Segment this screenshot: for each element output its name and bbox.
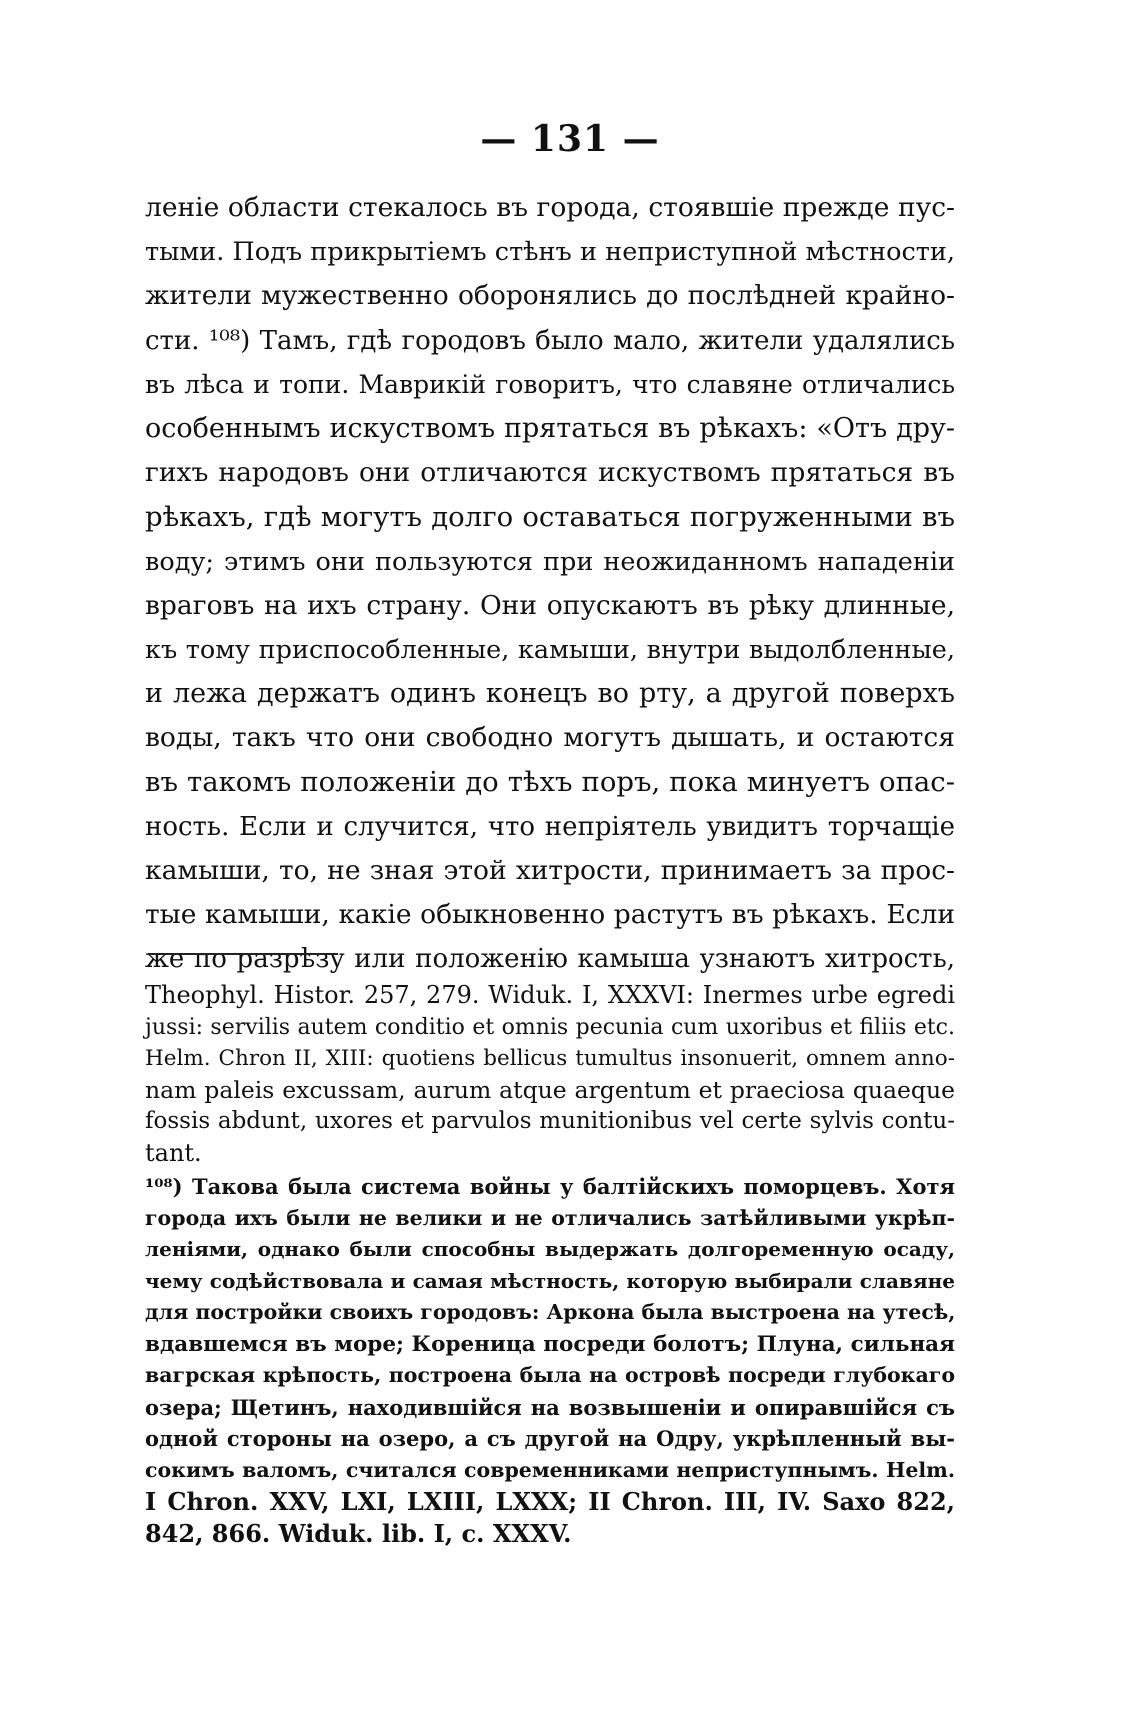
footnote-line: леніями, однако были способны выдержать долгоременную осаду, xyxy=(145,1237,955,1261)
text-line: враговъ на ихъ страну. Они опускаютъ въ рѣку длинные, xyxy=(145,589,955,621)
text-line: же по разрѣзу или положенію камыша узнаютъ хитрость, xyxy=(145,944,955,975)
text-line: особеннымъ искуствомъ прятаться въ рѣкахъ: «Отъ дру- xyxy=(145,412,955,444)
footnote-marker: ¹⁰⁸) xyxy=(145,1174,183,1199)
page-number: — 131 — xyxy=(480,118,660,160)
text-line: камыши, то, не зная этой хитрости, принимаетъ за прос- xyxy=(145,854,955,886)
footnote-line: Theophyl. Histor. 257, 279. Widuk. I, XXXVI: Inermes urbe egredi xyxy=(145,981,955,1009)
text-line: тые камыши, какіе обыкновенно растутъ въ рѣкахъ. Если xyxy=(145,899,955,930)
footnote-line: tant. xyxy=(145,1138,202,1167)
text-line: ность. Если и случится, что непріятель увидитъ торчащіе xyxy=(145,811,955,842)
footnote-line: I Chron. XXV, LXI, LXIII, LXXX; II Chron. III, IV. Saxo 822, xyxy=(145,1487,955,1516)
text-line: и лежа держатъ одинъ конецъ во рту, а другой поверхъ xyxy=(145,678,955,710)
footnote-line: чему содѣйствовала и самая мѣстность, которую выбирали славяне xyxy=(145,1268,955,1293)
text-line: въ лѣса и топи. Маврикій говоритъ, что славяне отличались xyxy=(145,369,955,399)
footnote-line: nam paleis excussam, aurum atque argentum et praeciosa quaeque xyxy=(145,1075,955,1104)
text-line: въ такомъ положеніи до тѣхъ поръ, пока минуетъ опас- xyxy=(145,766,955,799)
text-line: къ тому приспособленные, камыши, внутри выдолбленные, xyxy=(145,634,955,665)
footnote-line: 842, 866. Widuk. lib. I, c. XXXV. xyxy=(145,1518,572,1548)
footnote-line: jussi: servilis autem conditio et omnis pecunia cum uxoribus et filiis etc. xyxy=(145,1014,955,1040)
footnote-line: fossis abdunt, uxores et parvulos munitionibus vel certe sylvis contu- xyxy=(145,1108,955,1134)
footnote-line-text: Такова была система войны у балтійскихъ поморцевъ. Хотя xyxy=(192,1174,956,1199)
footnote-line: вдавшемся въ море; Кореница посреди болотъ; Плуна, сильная xyxy=(145,1331,955,1357)
footnote-line: города ихъ были не велики и не отличались затѣйливыми укрѣп- xyxy=(145,1205,955,1230)
footnote-line: сокимъ валомъ, считался современниками неприступнымъ. Helm. xyxy=(145,1457,955,1482)
text-line: тыми. Подъ прикрытіемъ стѣнъ и неприступной мѣстности, xyxy=(145,237,955,268)
text-line: жители мужественно оборонялись до послѣдней крайно- xyxy=(145,280,955,312)
footnote-107 xyxy=(145,980,955,1169)
text-line: леніе области стекалось въ города, стоявшіе прежде пус- xyxy=(145,192,955,223)
footnotes xyxy=(145,980,955,1549)
text-line: воду; этимъ они пользуются при неожиданномъ нападеніи xyxy=(145,546,955,577)
footnote-line: Helm. Chron II, XIII: quotiens bellicus tumultus insonuerit, omnem anno- xyxy=(145,1046,955,1071)
text-line: сти. ¹⁰⁸) Тамъ, гдѣ городовъ было мало, жители удалялись xyxy=(145,325,955,356)
footnote-line: для постройки своихъ городовъ: Аркона была выстроена на утесѣ, xyxy=(145,1300,956,1324)
footnote-108 xyxy=(145,1171,955,1549)
text-line: воды, такъ что они свободно могутъ дышать, и остаются xyxy=(145,722,955,754)
footnote-line xyxy=(145,1171,955,1203)
text-line: гихъ народовъ они отличаются искуствомъ прятаться въ xyxy=(145,457,955,489)
footnote-line: вагрская крѣпость, построена была на островѣ посреди глубокаго xyxy=(145,1363,955,1387)
footnote-divider xyxy=(148,953,338,955)
footnote-line: одной стороны на озеро, а съ другой на Одру, укрѣпленный вы- xyxy=(145,1426,955,1451)
main-text xyxy=(145,186,955,981)
footnote-line: озера; Щетинъ, находившійся на возвышеніи и опиравшійся съ xyxy=(145,1394,955,1420)
text-line: рѣкахъ, гдѣ могутъ долго оставаться погруженными въ xyxy=(145,501,955,534)
